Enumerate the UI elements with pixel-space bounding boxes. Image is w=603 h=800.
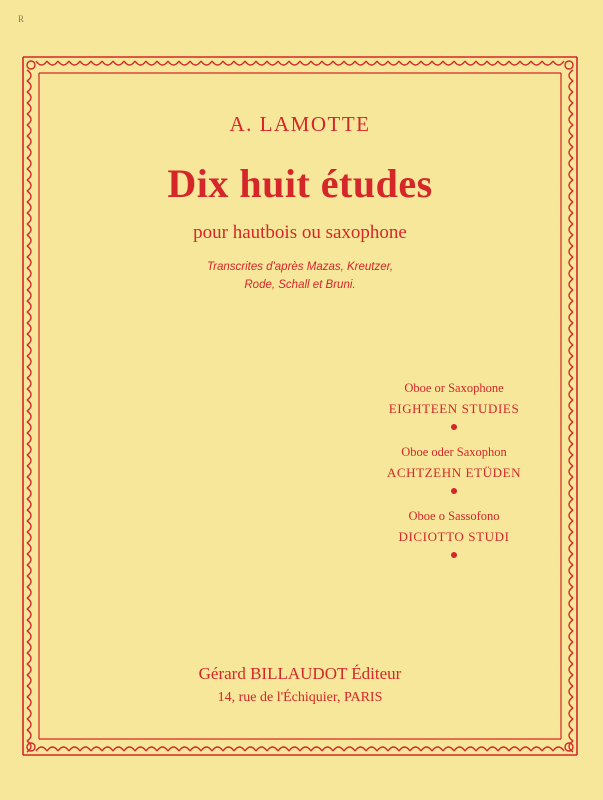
- title-english: EIGHTEEN STUDIES: [388, 401, 520, 416]
- bullet-dot-icon: [451, 488, 457, 494]
- translations-list: [320, 380, 588, 572]
- page-title: Dix huit études: [167, 161, 433, 206]
- translation-english: [320, 380, 588, 430]
- publisher-name: Gérard BILLAUDOT Éditeur: [198, 664, 402, 683]
- transcription-line-1: Transcrites d'après Mazas, Kreutzer,: [206, 261, 394, 273]
- title-german: ACHTZEHN ETÜDEN: [386, 465, 522, 480]
- translation-italian: [320, 508, 588, 558]
- transcription-line-2: Rode, Schall et Bruni.: [244, 279, 356, 291]
- instrument-italian: Oboe o Sassofono: [408, 509, 500, 523]
- subtitle: pour hautbois ou saxophone: [193, 222, 407, 243]
- bullet-dot-icon: [451, 424, 457, 430]
- translation-german: [320, 444, 588, 494]
- instrument-english: Oboe or Saxophone: [404, 381, 504, 395]
- author-name: A. LAMOTTE: [229, 112, 371, 136]
- publisher-address: 14, rue de l'Échiquier, PARIS: [217, 690, 383, 705]
- instrument-german: Oboe oder Saxophon: [401, 445, 507, 459]
- corner-mark: R: [18, 14, 25, 24]
- bullet-dot-icon: [451, 552, 457, 558]
- transcription-note: [22, 258, 578, 294]
- title-italian: DICIOTTO STUDI: [398, 529, 510, 544]
